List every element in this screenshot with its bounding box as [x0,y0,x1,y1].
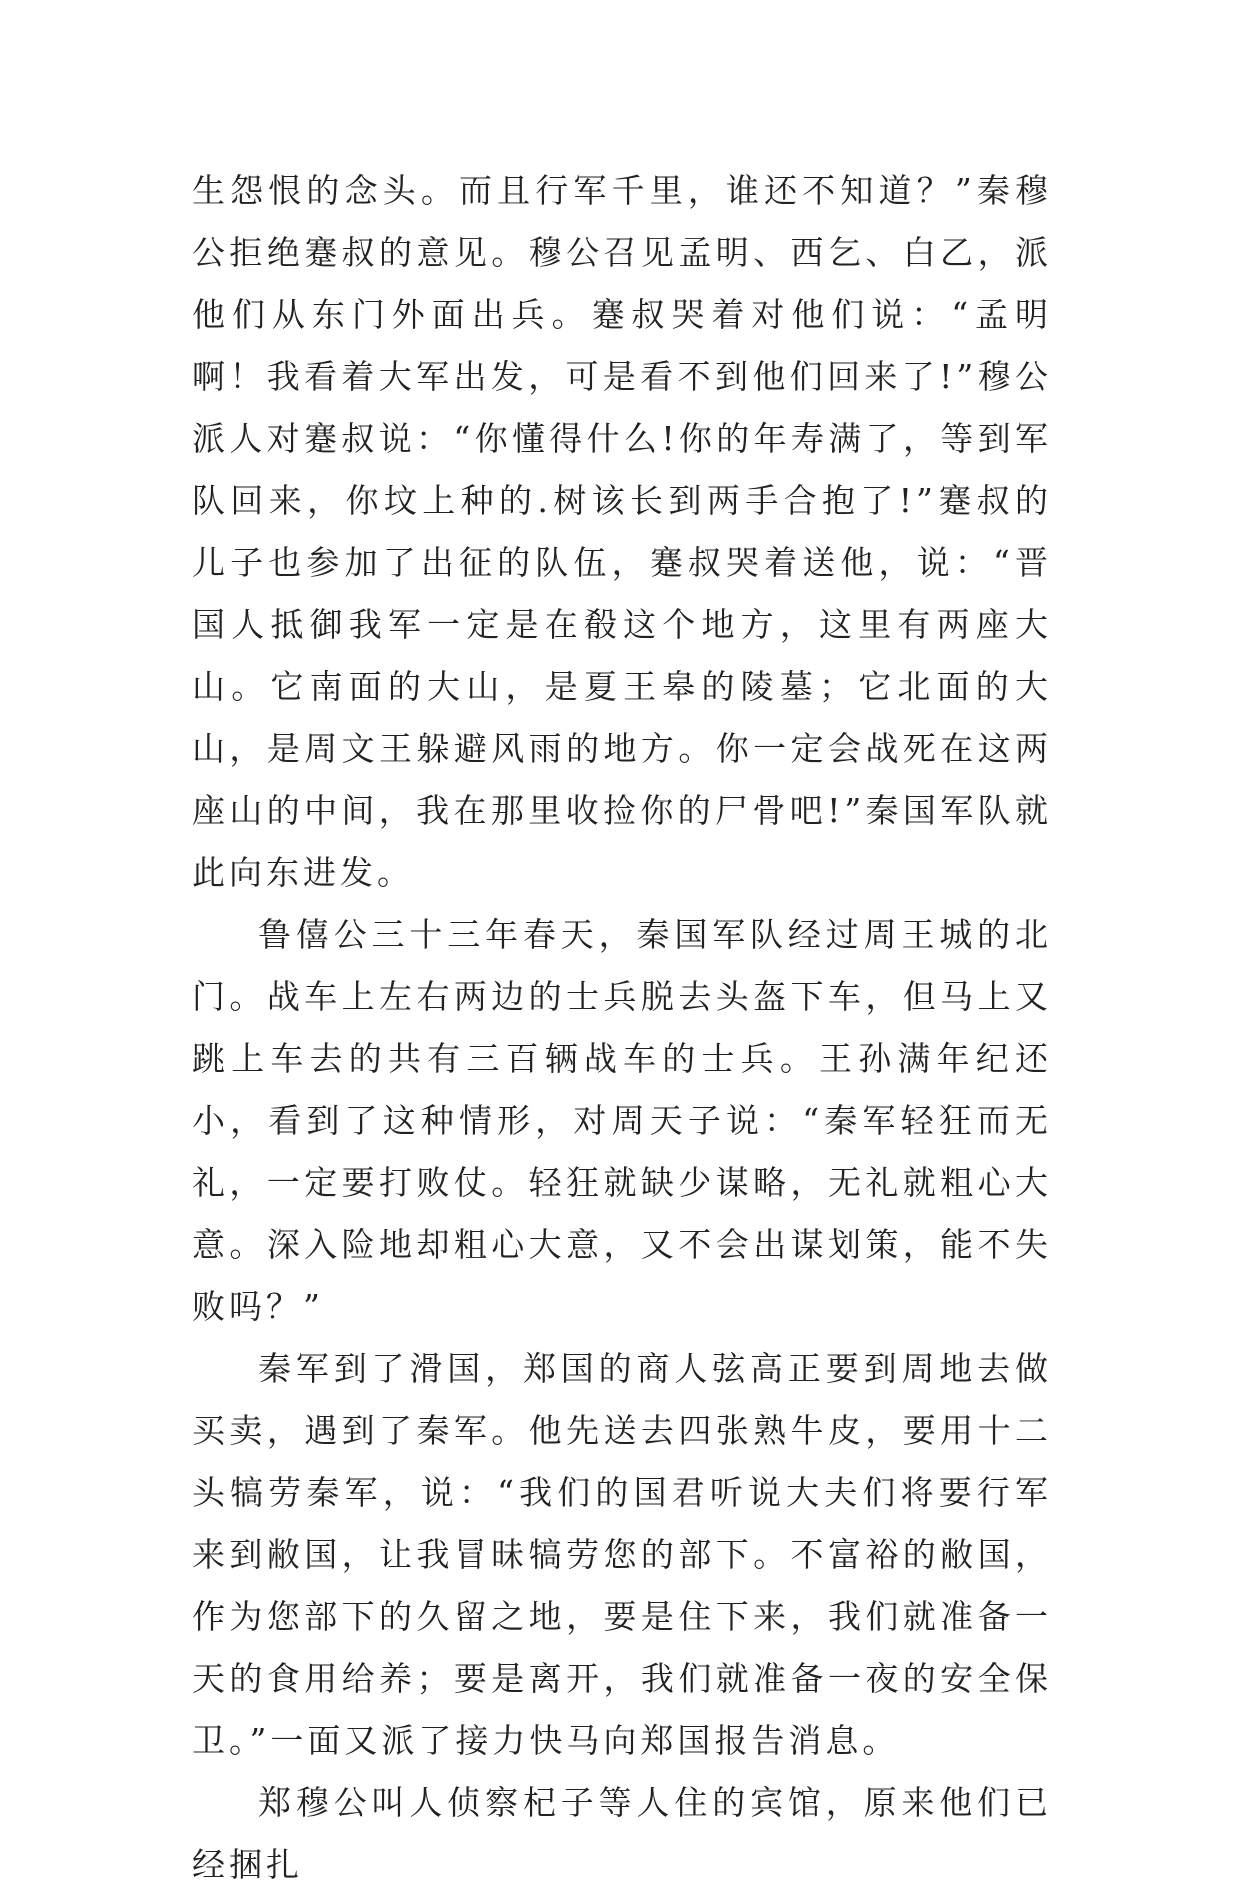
body-text [192,160,1052,1896]
paragraph-3: 秦军到了滑国，郑国的商人弦高正要到周地去做买卖，遇到了秦军。他先送去四张熟牛皮，要用十二头犒劳秦军，说：“我们的国君听说大夫们将要行军来到敝国，让我冒昧犒劳您的部下。不富裕的敝国，作为您部下的久留之地，要是住下来，我们就准备一天的食用给养；要是离开，我们就准备一夜的安全保卫。”一面又派了接力快马向郑国报告消息。 [192,1349,1052,1760]
paragraph-4: 郑穆公叫人侦察杞子等人住的宾馆，原来他们已经捆扎 [192,1783,1052,1884]
paragraph-1: 生怨恨的念头。而且行军千里，谁还不知道？”秦穆公拒绝蹇叔的意见。穆公召见孟明、西乞、白乙，派他们从东门外面出兵。蹇叔哭着对他们说：“孟明啊！我看着大军出发，可是看不到他们回来了!”穆公派人对蹇叔说：“你懂得什么!你的年寿满了，等到军队回来，你坟上种的.树该长到两手合抱了!”蹇叔的儿子也参加了出征的队伍，蹇叔哭着送他，说：“晋国人抵御我军一定是在殽这个地方，这里有两座大山。它南面的大山，是夏王皋的陵墓；它北面的大山，是周文王躲避风雨的地方。你一定会战死在这两座山的中间，我在那里收捡你的尸骨吧!”秦国军队就此向东进发。 [192,171,1052,892]
paragraph-2: 鲁僖公三十三年春天，秦国军队经过周王城的北门。战车上左右两边的士兵脱去头盔下车，但马上又跳上车去的共有三百辆战车的士兵。王孙满年纪还小，看到了这种情形，对周天子说：“秦军轻狂而无礼，一定要打败仗。轻狂就缺少谋略，无礼就粗心大意。深入险地却粗心大意，又不会出谋划策，能不失败吗？” [192,915,1052,1326]
